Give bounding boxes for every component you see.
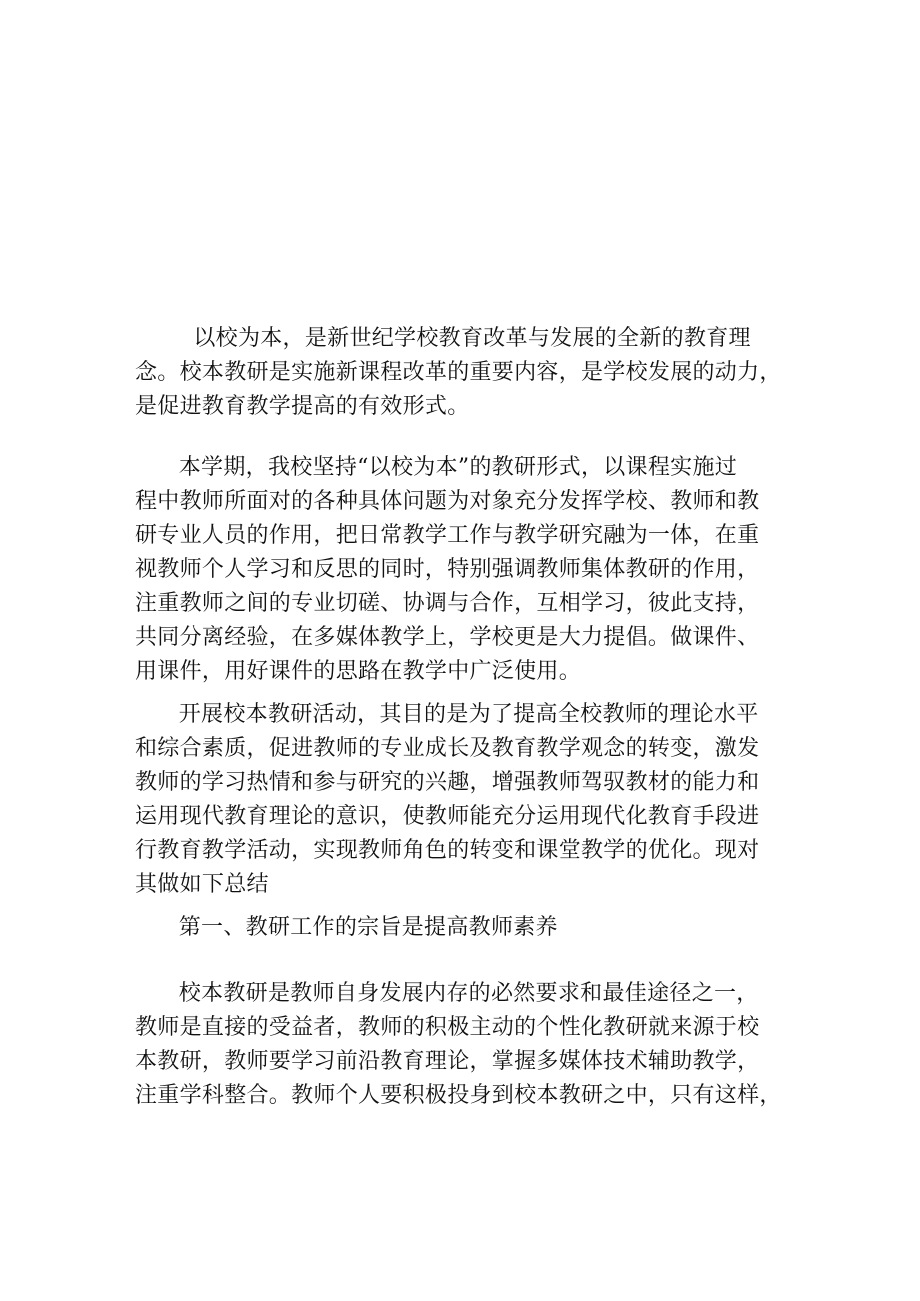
paragraph-line: 以校为本，是新世纪学校教育改革与发展的全新的教育理 <box>135 326 751 351</box>
paragraph-line: 校本教研是教师自身发展内存的必然要求和最佳途径之一， <box>135 981 759 1006</box>
paragraph-line: 运用现代教育理论的意识，使教师能充分运用现代化教育手段进 <box>135 804 760 829</box>
paragraph-line: 和综合素质，促进教师的专业成长及教育教学观念的转变，激发 <box>135 736 760 761</box>
paragraph-line: 念。校本教研是实施新课程改革的重要内容，是学校发展的动力， <box>135 360 782 385</box>
paragraph-line: 程中教师所面对的各种具体问题为对象充分发挥学校、教师和教 <box>135 489 760 514</box>
section-heading-first <box>135 911 795 945</box>
paragraph-line: 其做如下总结 <box>135 872 269 897</box>
paragraph-this-semester <box>135 451 795 689</box>
paragraph-school-based-research <box>135 977 795 1113</box>
paragraph-line: 注重教师之间的专业切磋、协调与合作，互相学习，彼此支持， <box>135 591 760 616</box>
paragraph-line: 视教师个人学习和反思的同时，特别强调教师集体教研的作用， <box>135 557 760 582</box>
paragraph-line: 注重学科整合。教师个人要积极投身到校本教研之中，只有这样， <box>135 1083 782 1108</box>
paragraph-line: 共同分离经验，在多媒体教学上，学校更是大力提倡。做课件、 <box>135 625 760 650</box>
paragraph-line: 教师是直接的受益者，教师的积极主动的个性化教研就来源于校 <box>135 1015 760 1040</box>
paragraph-activity-purpose <box>135 698 795 902</box>
paragraph-line: 是促进教育教学提高的有效形式。 <box>135 394 470 419</box>
paragraph-line: 开展校本教研活动，其目的是为了提高全校教师的理论水平 <box>135 702 759 727</box>
paragraph-line: 教师的学习热情和参与研究的兴趣，增强教师驾驭教材的能力和 <box>135 770 760 795</box>
paragraph-line: 本学期，我校坚持“以校为本”的教研形式，以课程实施过 <box>135 455 738 480</box>
paragraph-line: 研专业人员的作用，把日常教学工作与教学研究融为一体，在重 <box>135 523 760 548</box>
section-heading: 第一、教研工作的宗旨是提高教师素养 <box>135 915 558 940</box>
paragraph-line: 行教育教学活动，实现教师角色的转变和课堂教学的优化。现对 <box>135 838 760 863</box>
paragraph-line: 本教研，教师要学习前沿教育理论，掌握多媒体技术辅助教学， <box>135 1049 760 1074</box>
paragraph-line: 用课件，用好课件的思路在教学中广泛使用。 <box>135 659 582 684</box>
paragraph-school-based-concept <box>135 322 795 424</box>
